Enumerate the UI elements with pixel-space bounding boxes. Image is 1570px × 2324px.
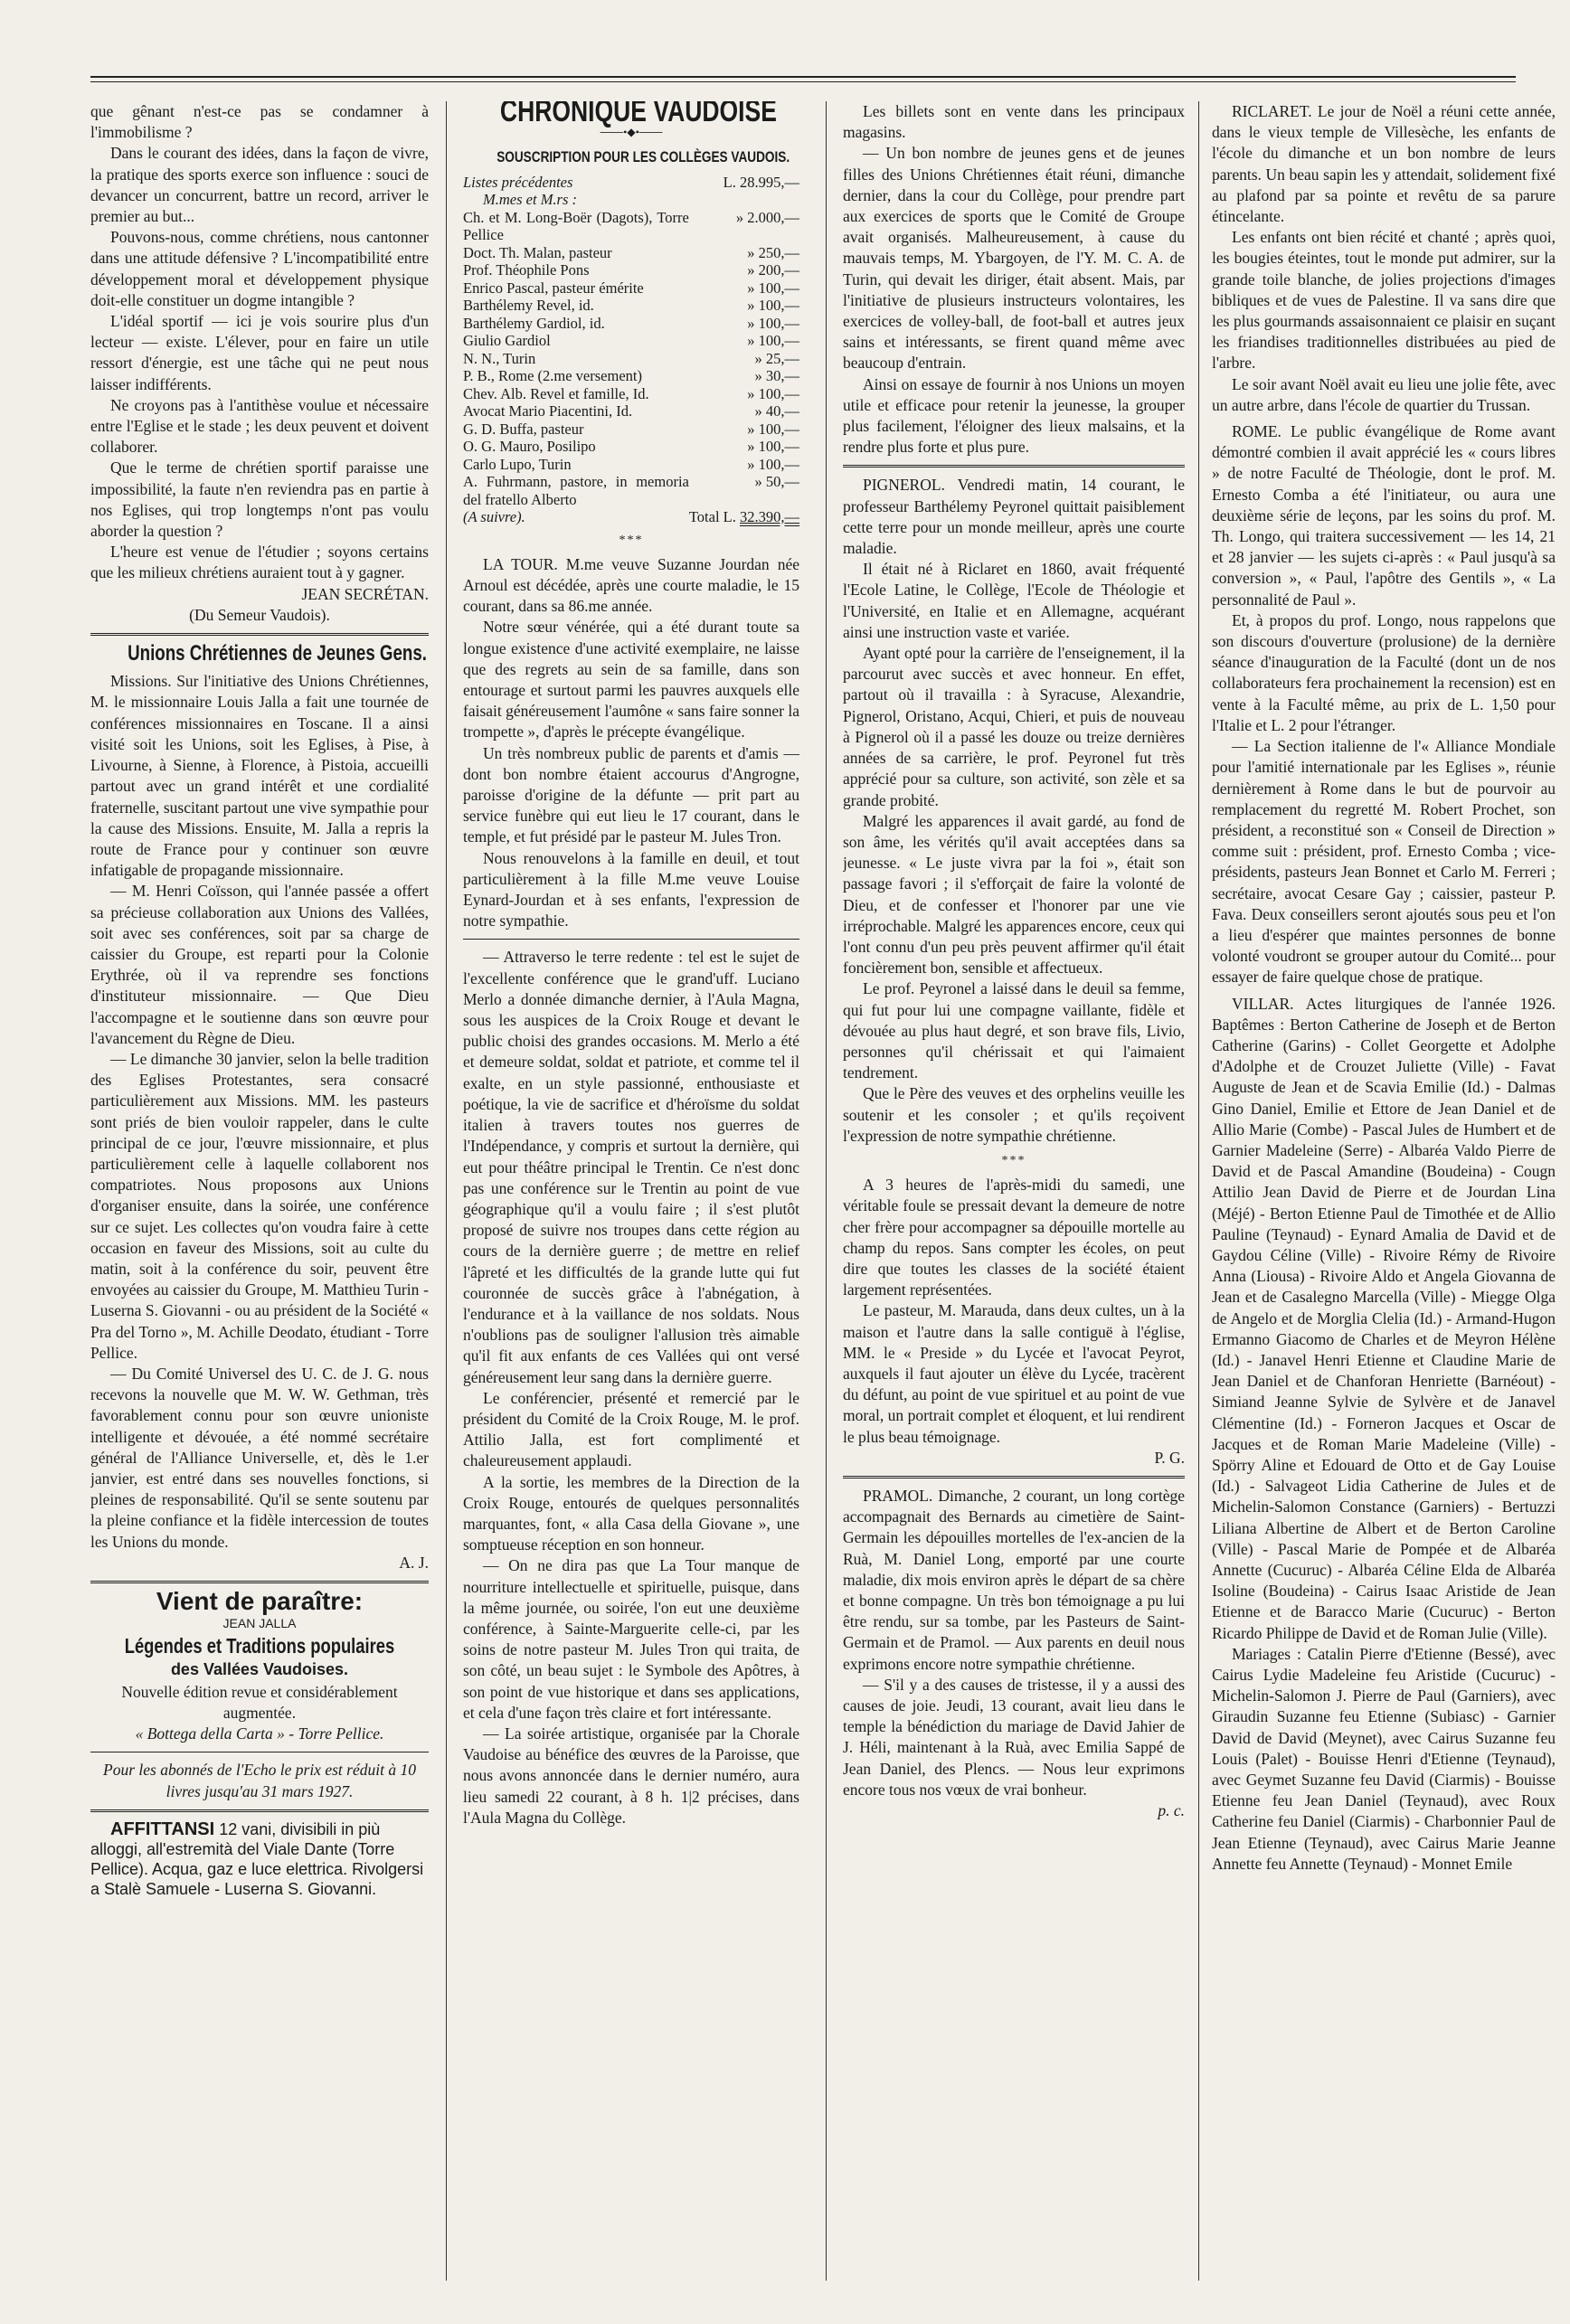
ledger-entries — [463, 209, 799, 509]
ledger-row — [463, 174, 799, 192]
classified-ad — [90, 1819, 429, 1899]
ledger-amount: » 25,— — [754, 349, 799, 367]
source-credit: (Du Semeur Vaudois). — [189, 605, 330, 624]
ledger-row — [463, 315, 799, 333]
ad-headline: Vient de paraître: — [156, 1587, 364, 1616]
ledger-row — [463, 297, 799, 315]
ledger-row — [463, 473, 799, 508]
ledger-label: Listes précédentes — [463, 173, 573, 191]
ledger-name: Ch. et M. Long-Boër (Dagots), Torre Pellice — [463, 208, 689, 244]
classified-text: 12 vani, divisibili in più alloggi, all'estremità del Viale Dante (Torre Pellice). Acqua, gaz e luce elettrica. Rivolgersi a Stalè Samuele - Luserna S. Giovanni. — [90, 1819, 424, 1898]
book-advertisement — [90, 1587, 429, 1802]
ledger-amount: » 50,— — [754, 473, 799, 491]
column-2 — [463, 101, 799, 2281]
ledger-amount: » 100,— — [747, 384, 799, 402]
top-rule — [90, 76, 1516, 78]
ad-author: JEAN JALLA — [222, 1616, 297, 1631]
ledger-name: Barthélemy Gardiol, id. — [463, 314, 605, 332]
ledger-name: N. N., Turin — [463, 349, 536, 367]
ad-offer: Pour les abonnés de l'Echo le prix est réduit à 10 livres jusqu'au 31 mars 1927. — [103, 1761, 416, 1800]
ledger-amount: » 100,— — [747, 314, 799, 332]
author-signature: p. c. — [1158, 1801, 1185, 1820]
paragraph: Et, à propos du prof. Longo, nous rappelons que son discours d'ouverture (prolusione) de la dernière séance d'inauguration de la Faculté (dont un de nos collaborateurs fera prochainement la recension) est en vente à la Faculté même, au prix de L. 1,50 pour l'Italie et L. 2 pour l'étranger. — [1212, 610, 1556, 734]
column-3 — [843, 101, 1185, 2281]
section-separator — [463, 939, 799, 940]
ledger-amount: » 100,— — [747, 279, 799, 297]
ledger-row — [463, 456, 799, 474]
ledger-amount: » 250,— — [747, 243, 799, 261]
paragraph: LA TOUR. M.me veuve Suzanne Jourdan née Arnoul est décédée, après une courte maladie, le 15 courant, dans sa 86.me année. — [463, 554, 799, 616]
ledger-row — [463, 244, 799, 262]
ledger-label: M.mes et M.rs : — [483, 191, 578, 209]
ledger-row — [463, 279, 799, 298]
ledger-row — [463, 332, 799, 350]
ledger-total-label: Total L. — [688, 508, 736, 526]
column-divider — [1198, 101, 1199, 2281]
ad-shop: « Bottega della Carta » - Torre Pellice. — [135, 1724, 384, 1743]
title-ornament: ───•◆•─── — [600, 126, 663, 139]
ledger-total — [689, 508, 799, 526]
ledger-row — [463, 438, 799, 456]
ledger-amount: » 2.000,— — [735, 208, 799, 226]
section-separator — [90, 1809, 429, 1812]
ledger-name: A. Fuhrmann, pastore, in memoria del fratello Alberto — [463, 473, 689, 508]
paragraph: A la sortie, les membres de la Direction de la Croix Rouge, entourés de quelques personnalités marquantes, font, « alla Casa della Giovane », une somptueuse réception en son honneur. — [463, 1472, 799, 1554]
ledger-row — [463, 385, 799, 403]
author-signature: A. J. — [399, 1553, 429, 1572]
ledger-amount: » 100,— — [747, 420, 799, 438]
paragraph: Les billets sont en vente dans les principaux magasins. — [843, 102, 1185, 142]
paragraph: Les enfants ont bien récité et chanté ; après quoi, les bougies éteintes, tout le monde put admirer, sur la grande toile blanche, de jolies projections d'images bibliques et de vues de Palestine. Il va sans dire que les plus gourmands assaisonnaient ce plaisir en suçant les friandises traditionnelles distribuées au pied de l'arbre. — [1212, 228, 1556, 373]
paragraph: — La Section italienne de l'« Alliance Mondiale pour l'amitié internationale par les Eglises », réunie dernièrement à Rome dans le but de pourvoir au remplacement du regretté M. Robert Prochet, son président, a reconstitué son « Conseil de Direction » comme suit : président, prof. Ernesto Comba ; vice-présidents, pasteurs Jean Bonnet et Carlo M. Ferreri ; secrétaire, avocat Cesare Gay ; caissier, pasteur P. Fava. Deux conseillers seront ajoutés sous peu et l'on a lieu d'espérer que maintes personnes de bonne volonté voudront se grouper autour du Comité... pour essayer de faire quelque chose de pratique. — [1212, 737, 1556, 987]
paragraph: Missions. Sur l'initiative des Unions Chrétiennes, M. le missionnaire Louis Jalla a fait une tournée de conférences missionnaires en Toscane. Il a ainsi visité soit les Unions, soit les Eglises, à Pise, à Livourne, à Sienne, à Florence, à Pistoia, accueilli partout avec un grand intérêt et une cordialité fraternelle, suscitant partout une vive sympathie pour la cause des Missions. Ensuite, M. Jalla a repris la route de France pour y continuer son œuvre infatigable de propagande missionnaire. — [90, 672, 429, 880]
section-stars: *** — [1001, 1153, 1026, 1167]
paragraph: Que le terme de chrétien sportif paraisse une impossibilité, la faute n'en reviendra pas en partie à nos Eglises, qui trop longtemps n'ont pas voulu aborder la question ? — [90, 458, 429, 541]
column-1 — [90, 101, 429, 2281]
ledger-amount: » 100,— — [747, 332, 799, 350]
section-separator — [90, 633, 429, 636]
paragraph: Dans le courant des idées, dans la façon de vivre, la pratique des sports exerce son influence : souci de devancer un concurrent, battre un record, arriver le premier au but... — [90, 144, 429, 226]
paragraph: Ayant opté pour la carrière de l'enseignement, il la parcourut avec succès et avec honneur. En effet, partout où il travailla : à Syracuse, Alexandrie, Pignerol, Oristano, Acqui, Chieri, et puis de nouveau à Pignerol où il a passé les douze ou treize dernières années de sa carrière, le prof. Peyronel fut très apprécié pour sa culture, son activité, son zèle et sa grande probité. — [843, 644, 1185, 809]
paragraph: Le conférencier, présenté et remercié par le président du Comité de la Croix Rouge, M. le prof. Attilio Jalla, est fort complimenté et chaleureusement applaudi. — [463, 1388, 799, 1470]
section-separator — [90, 1581, 429, 1583]
paragraph: VILLAR. Actes liturgiques de l'année 1926. Baptêmes : Berton Catherine de Joseph et de Berton Catherine (Garins) - Collet Georgette et Adolphe d'Adolphe et de Crouzet Juliette (Ville) - Favat Auguste de Jean et de Scavia Emilie (Id.) - Dalmas Gino Daniel, Emilie et Ettore de Jean Daniel et de Allio Marie (Combe) - Pascal Jules de Humbert et de Garnier Madeleine (Serre) - Albaréa Valdo Pierre de David et de Pascal Amandine (Boudeina) - Cougn Attilio Jean David de Pierre et de Jourdan Lina (Méjé) - Berton Etienne Paul de Timothée et de Allio Pauline (Teynaud) - Eynard Amalia de David et de Gaydou Céline (Ville) - Rivoire Rémy de Rivoire Anna (Liousa) - Rivoire Aldo et Angela Giovanna de Jean et de Casalegno Marcella (Ville) - Miegge Olga de Angelo et de Morglia Clelia (Id.) - Armand-Hugon Ermanno Giacomo de Charles et de Meyron Hélène (Id.) - Janavel Henri Etienne et Claudine Marie de Jean Daniel et de Chanforan Henriette (Barnéout) - Simiand Jeanne Sylvie de Sylvère et de Janavel Clémentine (Id.) - Forneron Jacques et Oscar de Jacques et de Roman Marie Madeleine (Ville) - Spörry Aline et Edouard de Otto et de Gay Louise (Id.) - Salvageot Lidia Catherine de Jules et de Michelin-Salomon Constance (Garniers) - Bertuzzi Liliana Albertine de Albert et de Berton Caroline (Ville) - Pascal Marie de Pompée et de Albaréa Annette (Cucuruc) - Albaréa Céline Elda de Albaréa Isoline (Boudeina) - Cairus Isaac Aristide de Jean Etienne et de Baracco Marie (Cucuruc) - Berton Ricardo Philippe de David et de Roman Julie (Ville). — [1212, 994, 1556, 1642]
ledger-row — [463, 350, 799, 368]
paragraph: — Le dimanche 30 janvier, selon la belle tradition des Eglises Protestantes, sera consacré particulièrement aux Missions. MM. les pasteurs sont priés de bien vouloir rappeler, dans le culte principal de ce jour, l'œuvre missionnaire, et plus particulièrement celle à laquelle collaborent nos compatriotes. Nous proposons aux Unions d'organiser ensuite, dans la soirée, une conférence sur ce sujet. Les collectes qu'on voudra faire à cette occasion en faveur des Missions, soit au culte du matin, soit à la conférence du soir, peuvent être envoyées au caissier du Groupe, M. Matthieu Turin - Luserna S. Giovanni - ou au président de la Société « Pra del Torno », M. Achille Deodato, étudiant - Torre Pellice. — [90, 1049, 429, 1362]
paragraph: L'idéal sportif — ici je vois sourire plus d'un lecteur — existe. L'élever, pour en faire un utile ressort d'énergie, est une tâche qui ne peut nous laisser indifférents. — [90, 312, 429, 393]
section-separator — [843, 1476, 1185, 1478]
ledger-name: Enrico Pascal, pasteur émérite — [463, 279, 644, 297]
ledger-total-row — [463, 508, 799, 526]
paragraph: — Attraverso le terre redente : tel est le sujet de l'excellente conférence que le grand'uff. Luciano Merlo a donnée dimanche dernier, à l'Aula Magna, sous les auspices de la Croix Rouge et devant le public choisi des grandes occasions. M. Merlo a été et demeure soldat, soldat et patriote, et comme tel il exalte, en un style passionné, enthousiaste et poétique, la vie de sacrifice et d'héroïsme du soldat italien à travers toutes nos guerres de l'Indépendance, y compris et surtout la dernière, qui eut pour théâtre principal le Trentin. Ce n'est donc pas une conférence sur le Trentin au point de vue géographique qu'il a voulu faire ; il s'est plutôt proposé de suivre nos troupes dans cette région au cours de la dernière guerre ; de mettre en relief l'âpreté et les difficultés de la grande lutte qui fut couronnée de succès grâce à l'abnégation, à l'endurance et à la vaillance de nos soldats. Nous n'oublions pas de souligner l'allusion très aimable qu'il fit aux enfants de ces Vallées qui ont versé généreusement leur sang dans la dernière guerre. — [463, 948, 799, 1386]
paragraph: Un très nombreux public de parents et d'amis — dont bon nombre étaient accourus d'Angrogne, paroisse d'origine de la défunte — prit part au service funèbre qui eut lieu le 17 courant, dans le temple, et fut présidé par le pasteur M. Jules Tron. — [463, 743, 799, 846]
ledger-total-amount: 32.390,— — [740, 508, 799, 526]
classified-lead: AFFITTANSI — [110, 1819, 215, 1839]
paragraph: ROME. Le public évangélique de Rome avant démontré combien il avait apprécié les « cours libres » de notre Faculté de Théologie, dont le prof. M. Ernesto Comba a été l'initiateur, ou aura une deuxième série de leçons, par les soins du prof. M. Th. Longo, qui traitera successivement — les 14, 21 et 28 janvier — les sujets ci-après : « Paul jusqu'à sa conversion », « Paul, l'apôtre des Gentils », « La personnalité de Paul ». — [1212, 422, 1556, 609]
paragraph: Malgré les apparences il avait gardé, au fond de son âme, les vérités qu'il avait acceptées dans sa jeunesse. « Le juste vivra par la foi », était son passage favori ; il s'efforçait de faire la volonté de Dieu, et de confesser et l'honorer par une vie irréprochable. Malgré les apparences encore, ceux qui l'ont connu d'un peu près peuvent affirmer qu'il était foncièrement bon, sensible et affectueux. — [843, 811, 1185, 978]
paragraph: Il était né à Riclaret en 1860, avait fréquenté l'Ecole Latine, le Collège, l'Ecole de Théologie et l'Université, en Italie et en Allemagne, acquérant ainsi une instruction vaste et variée. — [843, 560, 1185, 641]
ledger-name: O. G. Mauro, Posilipo — [463, 438, 596, 456]
paragraph: Ainsi on essaye de fournir à nos Unions un moyen utile et efficace pour retenir la jeunesse, la grouper plus facilement, l'éloigner des lieux malsains, et la rendre plus forte et plus pure. — [843, 374, 1185, 457]
ledger-row — [463, 209, 799, 244]
paragraph: L'heure est venue de l'étudier ; soyons certains que les milieux chrétiens auraient tout à y gagner. — [90, 543, 429, 582]
ledger-amount: » 200,— — [747, 261, 799, 279]
author-signature: JEAN SECRÉTAN. — [301, 584, 429, 603]
ad-subtitle: des Vallées Vaudoises. — [170, 1659, 349, 1678]
paragraph: Que le Père des veuves et des orphelins veuille les soutenir et les consoler ; et qu'ils reçoivent l'expression de notre sympathie chrétienne. — [843, 1084, 1185, 1145]
paragraph: — La soirée artistique, organisée par la Chorale Vaudoise au bénéfice des œuvres de la Paroisse, que nous avons annoncée dans le dernier numéro, aura lieu samedi 22 courant, à 8 h. 1|2 précises, dans l'Aula Magna du Collège. — [463, 1724, 799, 1827]
ledger-name: Giulio Gardiol — [463, 332, 551, 350]
paragraph: PIGNEROL. Vendredi matin, 14 courant, le professeur Barthélemy Peyronel quittait paisiblement cette terre pour un monde meilleur, après une courte maladie. — [843, 476, 1185, 558]
ledger-name: G. D. Buffa, pasteur — [463, 420, 584, 438]
column-divider — [446, 101, 447, 2281]
paragraph: — On ne dira pas que La Tour manque de nourriture intellectuelle et spirituelle, puisque, dans la même journée, ou soirée, l'on eut une deuxième conférence, à Sainte-Marguerite celle-ci, par les soins de notre pasteur M. Jules Tron qui traita, de son côté, un beau sujet : le Symbole des Apôtres, à son point de vue historique et dans ses applications, et cela d'une façon très claire et fort intéressante. — [463, 1556, 799, 1722]
paragraph: A 3 heures de l'après-midi du samedi, une véritable foule se pressait devant la demeure de notre cher frère pour accompagner sa dépouille mortelle au champ du repos. Sans compter les écoles, on peut dire que toutes les classes de la société étaient largement représentées. — [843, 1176, 1185, 1299]
ledger-amount: » 100,— — [747, 297, 799, 315]
ledger-name: Prof. Théophile Pons — [463, 261, 590, 279]
author-signature: P. G. — [1154, 1448, 1185, 1467]
ledger-row — [463, 402, 799, 420]
ledger-name: P. B., Rome (2.me versement) — [463, 367, 642, 385]
sport-article-continued — [90, 101, 429, 626]
ledger-name: Barthélemy Revel, id. — [463, 297, 594, 315]
ledger-name: Chev. Alb. Revel et famille, Id. — [463, 384, 649, 402]
column-4 — [1212, 101, 1556, 2281]
ledger-amount: » 100,— — [747, 438, 799, 456]
paragraph: Pouvons-nous, comme chrétiens, nous cantonner dans une attitude défensive ? L'incompatibilité entre développement moral et développement physique doit-elle constituer un dogme intangible ? — [90, 228, 429, 309]
paragraph: — S'il y a des causes de tristesse, il y a aussi des causes de joie. Jeudi, 13 courant, avait lieu dans le temple la bénédiction du mariage de David Jahier de J. Héli, maintenant à la Ruà, avec Emilia Sappé de Jean Daniel, des Plencs. — Nous leur exprimons encore tous nos vœux de vrai bonheur. — [843, 1675, 1185, 1799]
ledger-row — [463, 420, 799, 439]
subscription-heading: SOUSCRIPTION POUR LES COLLÈGES VAUDOIS. — [497, 148, 790, 166]
subscription-ledger — [463, 174, 799, 526]
ad-title: Légendes et Traditions populaires — [124, 1634, 395, 1658]
paragraph: RICLARET. Le jour de Noël a réuni cette année, dans le vieux temple de Villesèche, les enfants de l'école du dimanche et un bon nombre de leurs parents. Un beau sapin les y attendait, solidement fixé au plafond par sa pointe et revêtu de sa parure étincelante. — [1212, 102, 1556, 226]
ledger-amount: » 100,— — [747, 455, 799, 473]
ledger-amount: » 30,— — [754, 367, 799, 385]
section-separator — [843, 465, 1185, 468]
paragraph: Le prof. Peyronel a laissé dans le deuil sa femme, qui fut pour lui une compagne vaillante, fidèle et dévouée au plus haut degré, et son brave fils, Livio, personnes qu'il chérissait et qui l'aimaient tendrement. — [843, 979, 1185, 1082]
paragraph: — Du Comité Universel des U. C. de J. G. nous recevons la nouvelle que M. W. W. Gethman, très favorablement connu pour son œuvre unioniste intelligente et dévouée, a été nommé secrétaire général de l'Alliance Universelle, et, dès le 1.er janvier, est entré dans ses nouvelles fonctions, si pleines de responsabilité. Qu'il se sente soutenu par la pleine confiance et la fidèle intercession de toutes les Unions du monde. — [90, 1364, 429, 1551]
ledger-name: Carlo Lupo, Turin — [463, 455, 572, 473]
paragraph: Mariages : Catalin Pierre d'Etienne (Bessé), avec Cairus Lydie Madeleine feu Aristide (Cucuruc) - Michelin-Salomon J. Pierre de Paul (Garniers), avec Giraudin Suzanne feu Etienne (Subiasc) - Garnier David de David (Meynet), avec Cairus Suzanne feu Louis (Palet) - Bouisse Henri d'Etienne (Teynaud), avec Geymet Suzanne feu David (Ciarmis) - Bouisse Etienne feu Jean Daniel (Teynaud), avec Roux Catherine feu Daniel (Ciarmis) - Charbonnier Paul de Jean Etienne (Teynaud), avec Cairus Marie Jeanne Annette feu Annette (Teynaud) - Monnet Emile — [1212, 1644, 1556, 1873]
paragraph: Ne croyons pas à l'antithèse voulue et nécessaire entre l'Eglise et le stade ; les deux peuvent et doivent collaborer. — [90, 395, 429, 457]
ledger-row — [463, 191, 799, 209]
paragraph: PRAMOL. Dimanche, 2 courant, un long cortège accompagnait des Bernards au cimetière de Saint-Germain les dépouilles mortelles de l'ex-ancien de la Ruà, M. Daniel Long, emporté par une courte maladie, dix mois environ après le départ de sa chère et bonne compagne. Un très bon témoignage a pu lui être rendu, sur sa tombe, par les Pasteurs de Saint-Germain et de Pramol. — Aux parents en deuil nous exprimons encore notre sympathie chrétienne. — [843, 1487, 1185, 1673]
column-divider — [826, 101, 827, 2281]
ad-edition: Nouvelle édition revue et considérablement augmentée. — [121, 1682, 398, 1723]
paragraph: Le soir avant Noël avait eu lieu une jolie fête, avec un autre arbre, dans l'école de quartier du Trussan. — [1212, 374, 1556, 414]
paragraph: — M. Henri Coïsson, qui l'année passée a offert sa précieuse collaboration aux Unions des Vallées, soit avec ses conférences, soit par sa charge de caissier du Groupe, est reparti pour la Colonie Erythrée, où il va reprendre ses fonctions d'instituteur missionnaire. — Que Dieu l'accompagne et le soutienne dans son œuvre pour l'avancement du Règne de Dieu. — [90, 882, 429, 1047]
ledger-amount: L. 28.995,— — [723, 173, 799, 191]
ledger-follow: (A suivre). — [463, 508, 525, 526]
paragraph: — Un bon nombre de jeunes gens et de jeunes filles des Unions Chrétiennes était réuni, dimanche dernier, dans la cour du Collège, pour prendre part aux exercices de sports que le Comité de Groupe avait organisés. Malheureusement, à cause du mauvais temps, M. Ybargoyen, de l'Y. M. C. A. de Turin, qui devait les diriger, était absent. Mais, par l'initiative de plusieurs instructeurs volontaires, les exercices de volley-ball, de foot-ball et autres jeux sains et intéressants, se firent quand même avec beaucoup d'entrain. — [843, 144, 1185, 373]
paragraph: Nous renouvelons à la famille en deuil, et tout particulièrement à la fille M.me veuve Louise Eynard-Jourdan et à ses enfants, l'expression de notre sympathie. — [463, 848, 799, 931]
section-title-chronique: CHRONIQUE VAUDOISE — [499, 101, 777, 128]
paragraph: Notre sœur vénérée, qui a été durant toute sa longue existence d'une activité exemplaire, ne laisse que des regrets au sein de sa famille, dans son entourage et surtout parmi les pauvres auxquels elle faisait généreusement l'aumône « sans faire sonner la trompette », d'après le précepte évangélique. — [463, 618, 799, 742]
ledger-row — [463, 367, 799, 385]
top-rule-thin — [90, 81, 1516, 82]
ledger-row — [463, 261, 799, 279]
section-stars: *** — [619, 533, 644, 547]
ledger-amount: » 40,— — [754, 402, 799, 420]
paragraph: que gênant n'est-ce pas se condamner à l'immobilisme ? — [90, 102, 429, 142]
paragraph: Le pasteur, M. Marauda, dans deux cultes, un à la maison et l'autre dans la salle contiguë à l'église, MM. le « Preside » du Lycée et l'avocat Peyrot, auxquels il faut ajouter un élève du Lycée, tracèrent du défunt, au point de vue spirituel et au point de vue moral, un portrait complet et éloquent, et lui rendirent le plus beau témoignage. — [843, 1301, 1185, 1446]
ledger-name: Avocat Mario Piacentini, Id. — [463, 402, 633, 420]
ledger-name: Doct. Th. Malan, pasteur — [463, 243, 612, 261]
section-heading-unions: Unions Chrétiennes de Jeunes Gens. — [128, 641, 427, 666]
